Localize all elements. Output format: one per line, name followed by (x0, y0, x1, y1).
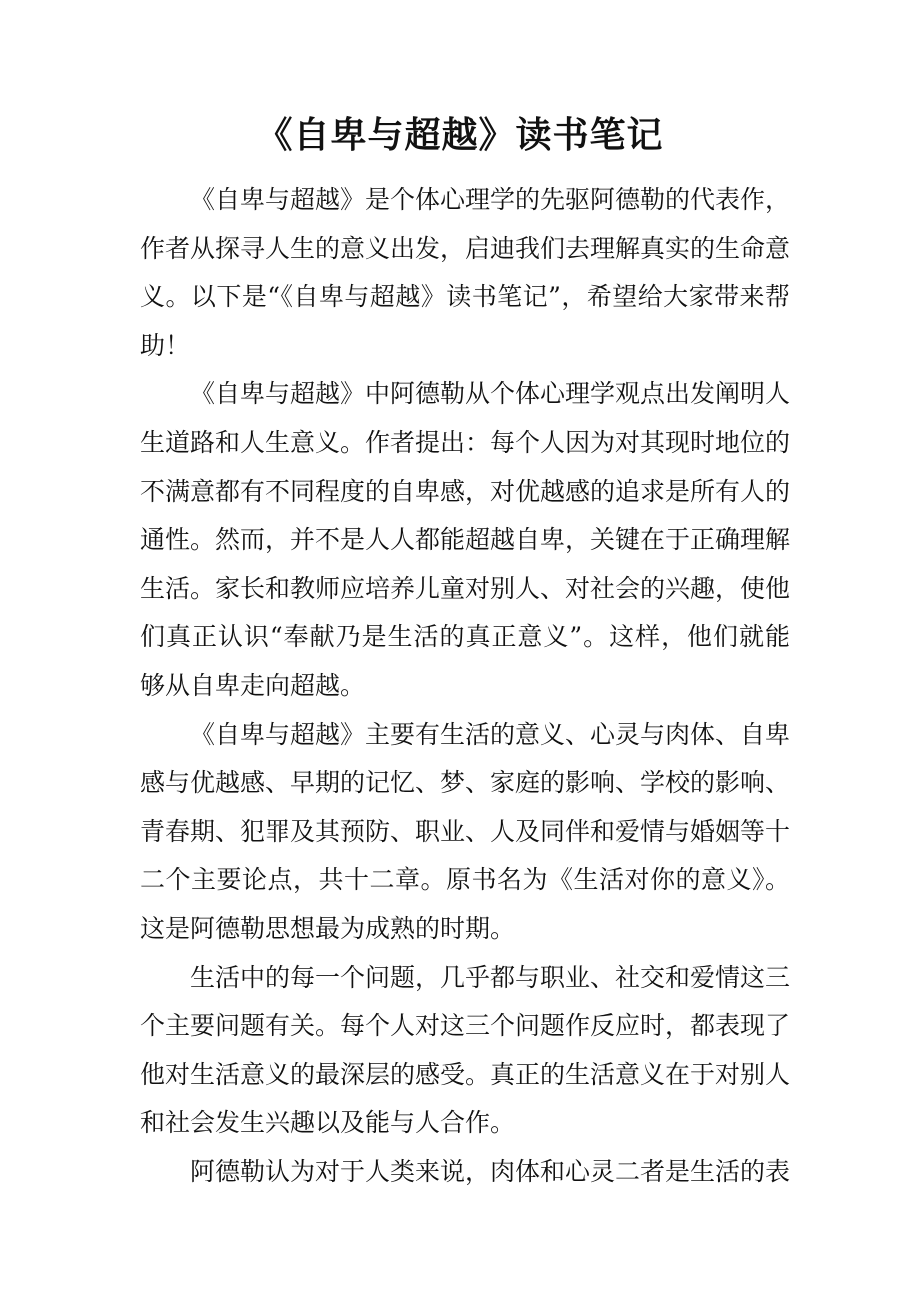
text-line: 够从自卑走向超越。 (140, 670, 366, 700)
paragraph (140, 1148, 790, 1197)
text-line: 义。以下是“《自卑与超越》读书笔记”，希望给大家带来帮 (140, 282, 790, 312)
document-body (140, 176, 790, 1196)
text-line: 作者从探寻人生的意义出发，启迪我们去理解真实的生命意 (140, 233, 790, 263)
paragraph (140, 954, 790, 1148)
text-line: 感与优越感、早期的记忆、梦、家庭的影响、学校的影响、 (140, 768, 790, 798)
paragraph (140, 176, 790, 370)
text-line: 他对生活意义的最深层的感受。真正的生活意义在于对别人 (140, 1059, 790, 1089)
text-line: 助！ (140, 330, 191, 360)
text-line: 二个主要论点，共十二章。原书名为《生活对你的意义》。 (140, 865, 790, 895)
text-line: 生活。家长和教师应培养儿童对别人、对社会的兴趣，使他 (140, 573, 790, 603)
paragraph (140, 711, 790, 954)
text-line: 生活中的每一个问题，几乎都与职业、社交和爱情这三 (190, 962, 790, 992)
text-line: 青春期、犯罪及其预防、职业、人及同伴和爱情与婚姻等十 (140, 816, 790, 846)
document-title: 《自卑与超越》读书笔记 (256, 114, 664, 156)
text-line: 不满意都有不同程度的自卑感，对优越感的追求是所有人的 (140, 476, 790, 506)
text-line: 《自卑与超越》是个体心理学的先驱阿德勒的代表作， (190, 185, 790, 214)
paragraph (140, 370, 790, 710)
text-line: 生道路和人生意义。作者提出：每个人因为对其现时地位的 (140, 427, 790, 457)
text-line: 《自卑与超越》主要有生活的意义、心灵与肉体、自卑 (190, 719, 790, 749)
text-line: 们真正认识“奉献乃是生活的真正意义”。这样，他们就能 (140, 622, 790, 652)
text-line: 通性。然而，并不是人人都能超越自卑，关键在于正确理解 (140, 525, 790, 555)
text-line: 和社会发生兴趣以及能与人合作。 (140, 1108, 516, 1138)
text-line: 个主要问题有关。每个人对这三个问题作反应时，都表现了 (140, 1011, 790, 1041)
text-line: 《自卑与超越》中阿德勒从个体心理学观点出发阐明人 (190, 379, 790, 409)
text-line: 阿德勒认为对于人类来说，肉体和心灵二者是生活的表 (190, 1156, 790, 1186)
text-line: 这是阿德勒思想最为成熟的时期。 (140, 913, 516, 943)
